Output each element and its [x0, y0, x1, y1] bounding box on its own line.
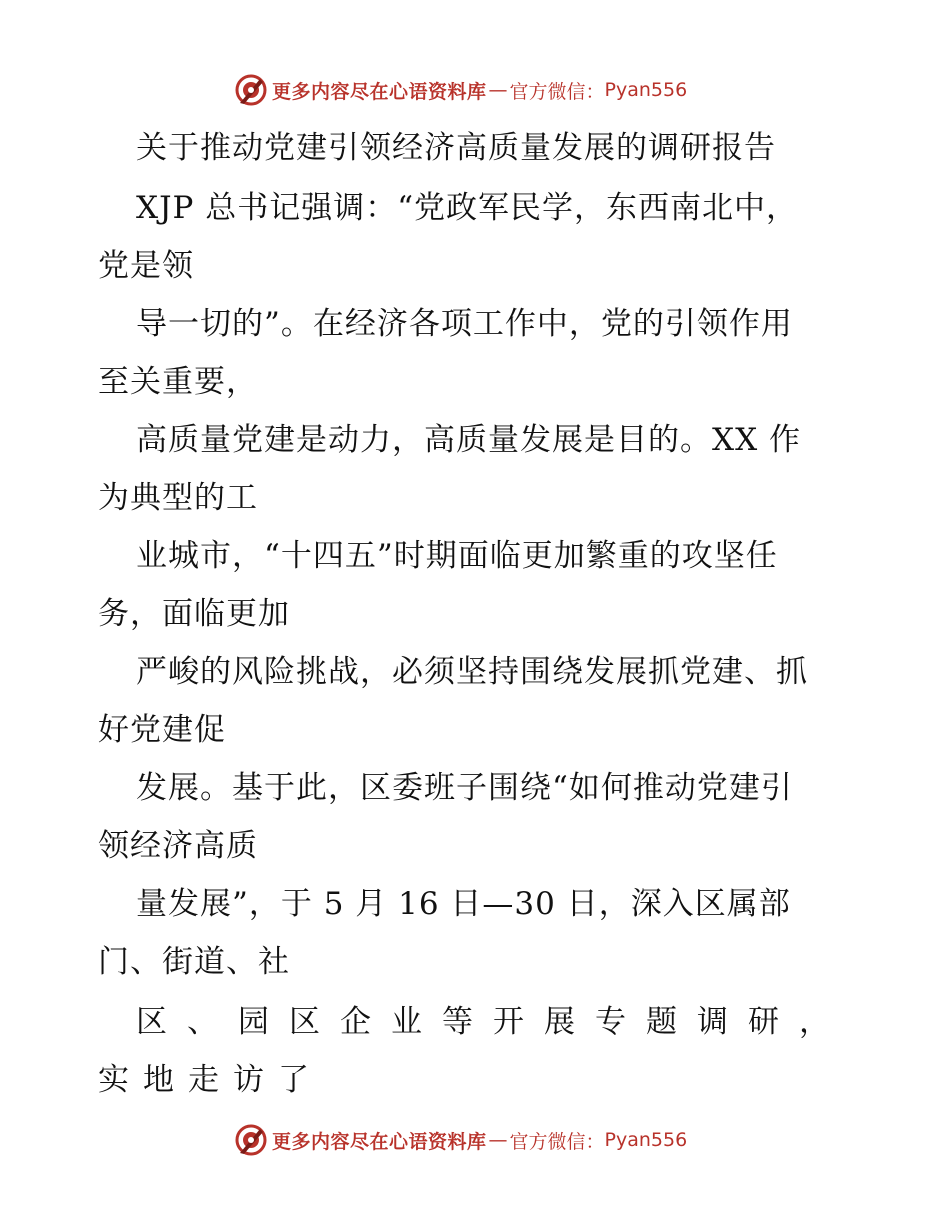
- document-line: XJP 总书记强调：“党政军民学，东西南北中，: [136, 190, 799, 226]
- footer-watermark: [234, 1122, 687, 1158]
- document-line: 导一切的”。在经济各项工作中，党的引领作用: [136, 306, 793, 342]
- document-line: 业城市，“十四五”时期面临更加繁重的攻坚任: [136, 538, 778, 574]
- document-line: 高质量党建是动力，高质量发展是目的。XX 作: [136, 422, 801, 458]
- document-line: 门、街道、社: [98, 944, 290, 980]
- document-line: 实地走访了: [98, 1062, 323, 1098]
- watermark-label: 官方微信：: [509, 1130, 605, 1153]
- document-line: 量发展”，于 5 月 16 日—30 日，深入区属部: [136, 886, 791, 922]
- watermark-text: 更多内容尽在心语资料库: [272, 1130, 487, 1153]
- watermark-dash: —: [488, 79, 508, 101]
- document-line: 发展。基于此，区委班子围绕“如何推动党建引: [136, 770, 793, 806]
- watermark-dash: —: [488, 1129, 508, 1151]
- watermark-label: 官方微信：: [509, 80, 605, 103]
- document-line: 至关重要，: [98, 364, 258, 400]
- document-title: 关于推动党建引领经济高质量发展的调研报告: [136, 130, 776, 166]
- document-line: 好党建促: [98, 712, 226, 748]
- document-line: 严峻的风险挑战，必须坚持围绕发展抓党建、抓: [136, 654, 808, 690]
- document-line: 领经济高质: [98, 828, 258, 864]
- document-line: 党是领: [98, 248, 194, 284]
- watermark-text: 更多内容尽在心语资料库: [272, 80, 487, 103]
- document-line: 区、园区企业等开展专题调研，: [136, 1004, 850, 1040]
- document-line: 务，面临更加: [98, 596, 290, 632]
- watermark-id: Pyan556: [604, 1129, 688, 1151]
- watermark-id: Pyan556: [604, 79, 688, 101]
- quill-logo-icon: [234, 1123, 268, 1157]
- header-watermark: [234, 72, 687, 108]
- document-line: 为典型的工: [98, 480, 258, 516]
- quill-logo-icon: [234, 73, 268, 107]
